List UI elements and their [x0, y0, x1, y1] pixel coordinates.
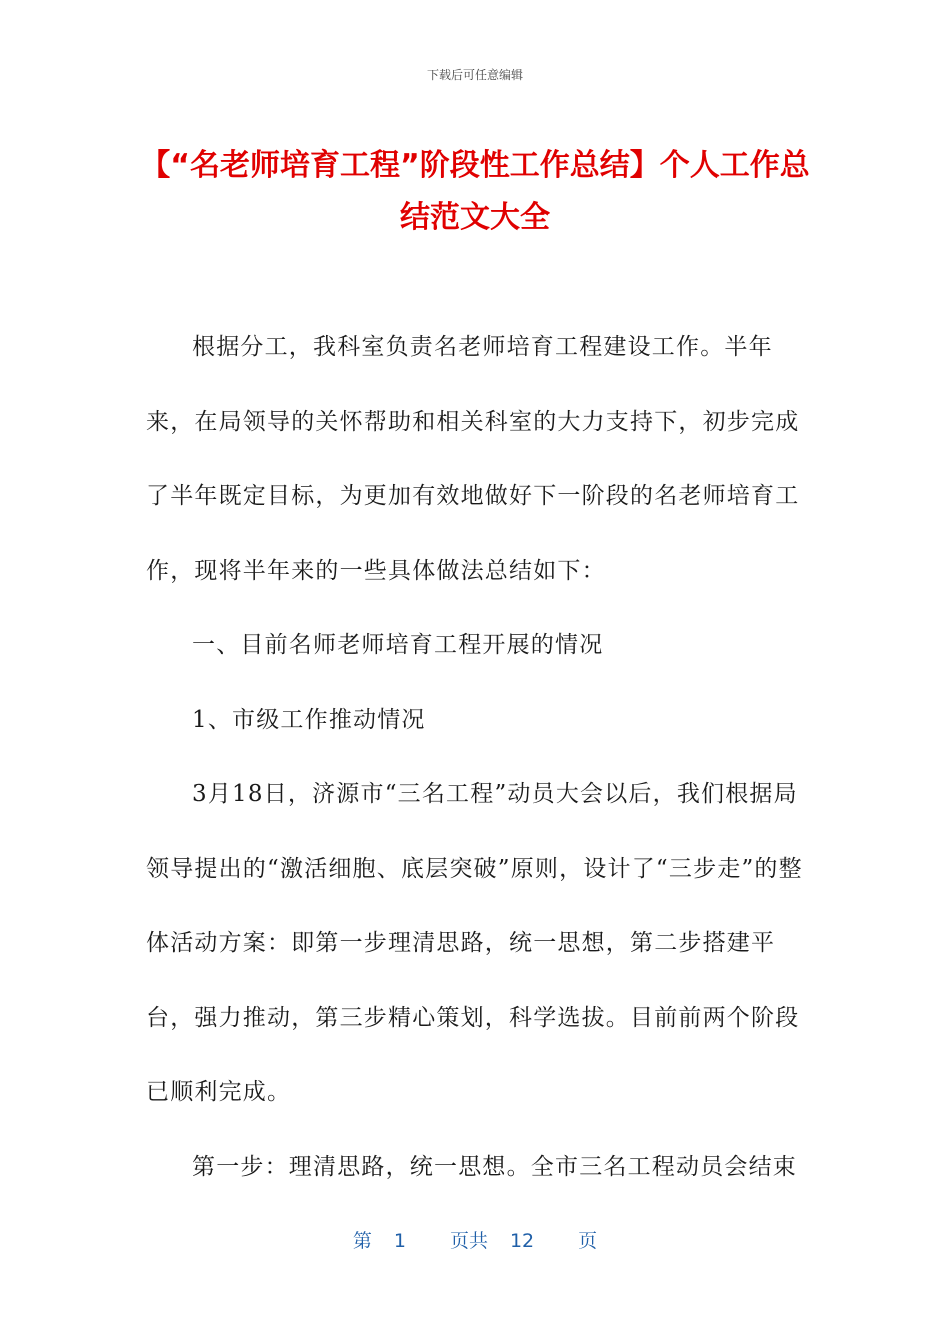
header-note: 下载后可任意编辑: [426, 68, 523, 82]
paragraph-plan: 3月18日，济源市“三名工程”动员大会以后，我们根据局领导提出的“激活细胞、底层突破”原则，设计了“三步走”的整体活动方案：即第一步理清思路，统一思想，第二步搭建平台，强力推动，第三步精心策划，科学选拔。目前前两个阶段已顺利完成。: [146, 781, 803, 1105]
document-title: 【“名老师培育工程”阶段性工作总结】个人工作总结范文大全: [140, 148, 810, 235]
paragraph-intro: 根据分工，我科室负责名老师培育工程建设工作。半年来，在局领导的关怀帮助和相关科室的大力支持下，初步完成了半年既定目标，为更加有效地做好下一阶段的名老师培育工作，现将半年来的一些具体做法总结如下：: [146, 334, 800, 584]
footer-total-pages: 12: [509, 1230, 535, 1252]
footer-middle: 页共: [449, 1230, 488, 1252]
subsection-heading: 1、市级工作推动情况: [192, 706, 426, 733]
page-footer: [0, 1226, 950, 1253]
footer-suffix: 页: [578, 1230, 598, 1252]
footer-page-number: 1: [393, 1230, 406, 1252]
document-body: [146, 310, 806, 1204]
section-heading: 一、目前名师老师培育工程开展的情况: [192, 632, 604, 658]
paragraph-step-one: 第一步：理清思路，统一思想。全市三名工程动员会结束: [192, 1153, 797, 1180]
footer-prefix: 第: [352, 1230, 372, 1252]
